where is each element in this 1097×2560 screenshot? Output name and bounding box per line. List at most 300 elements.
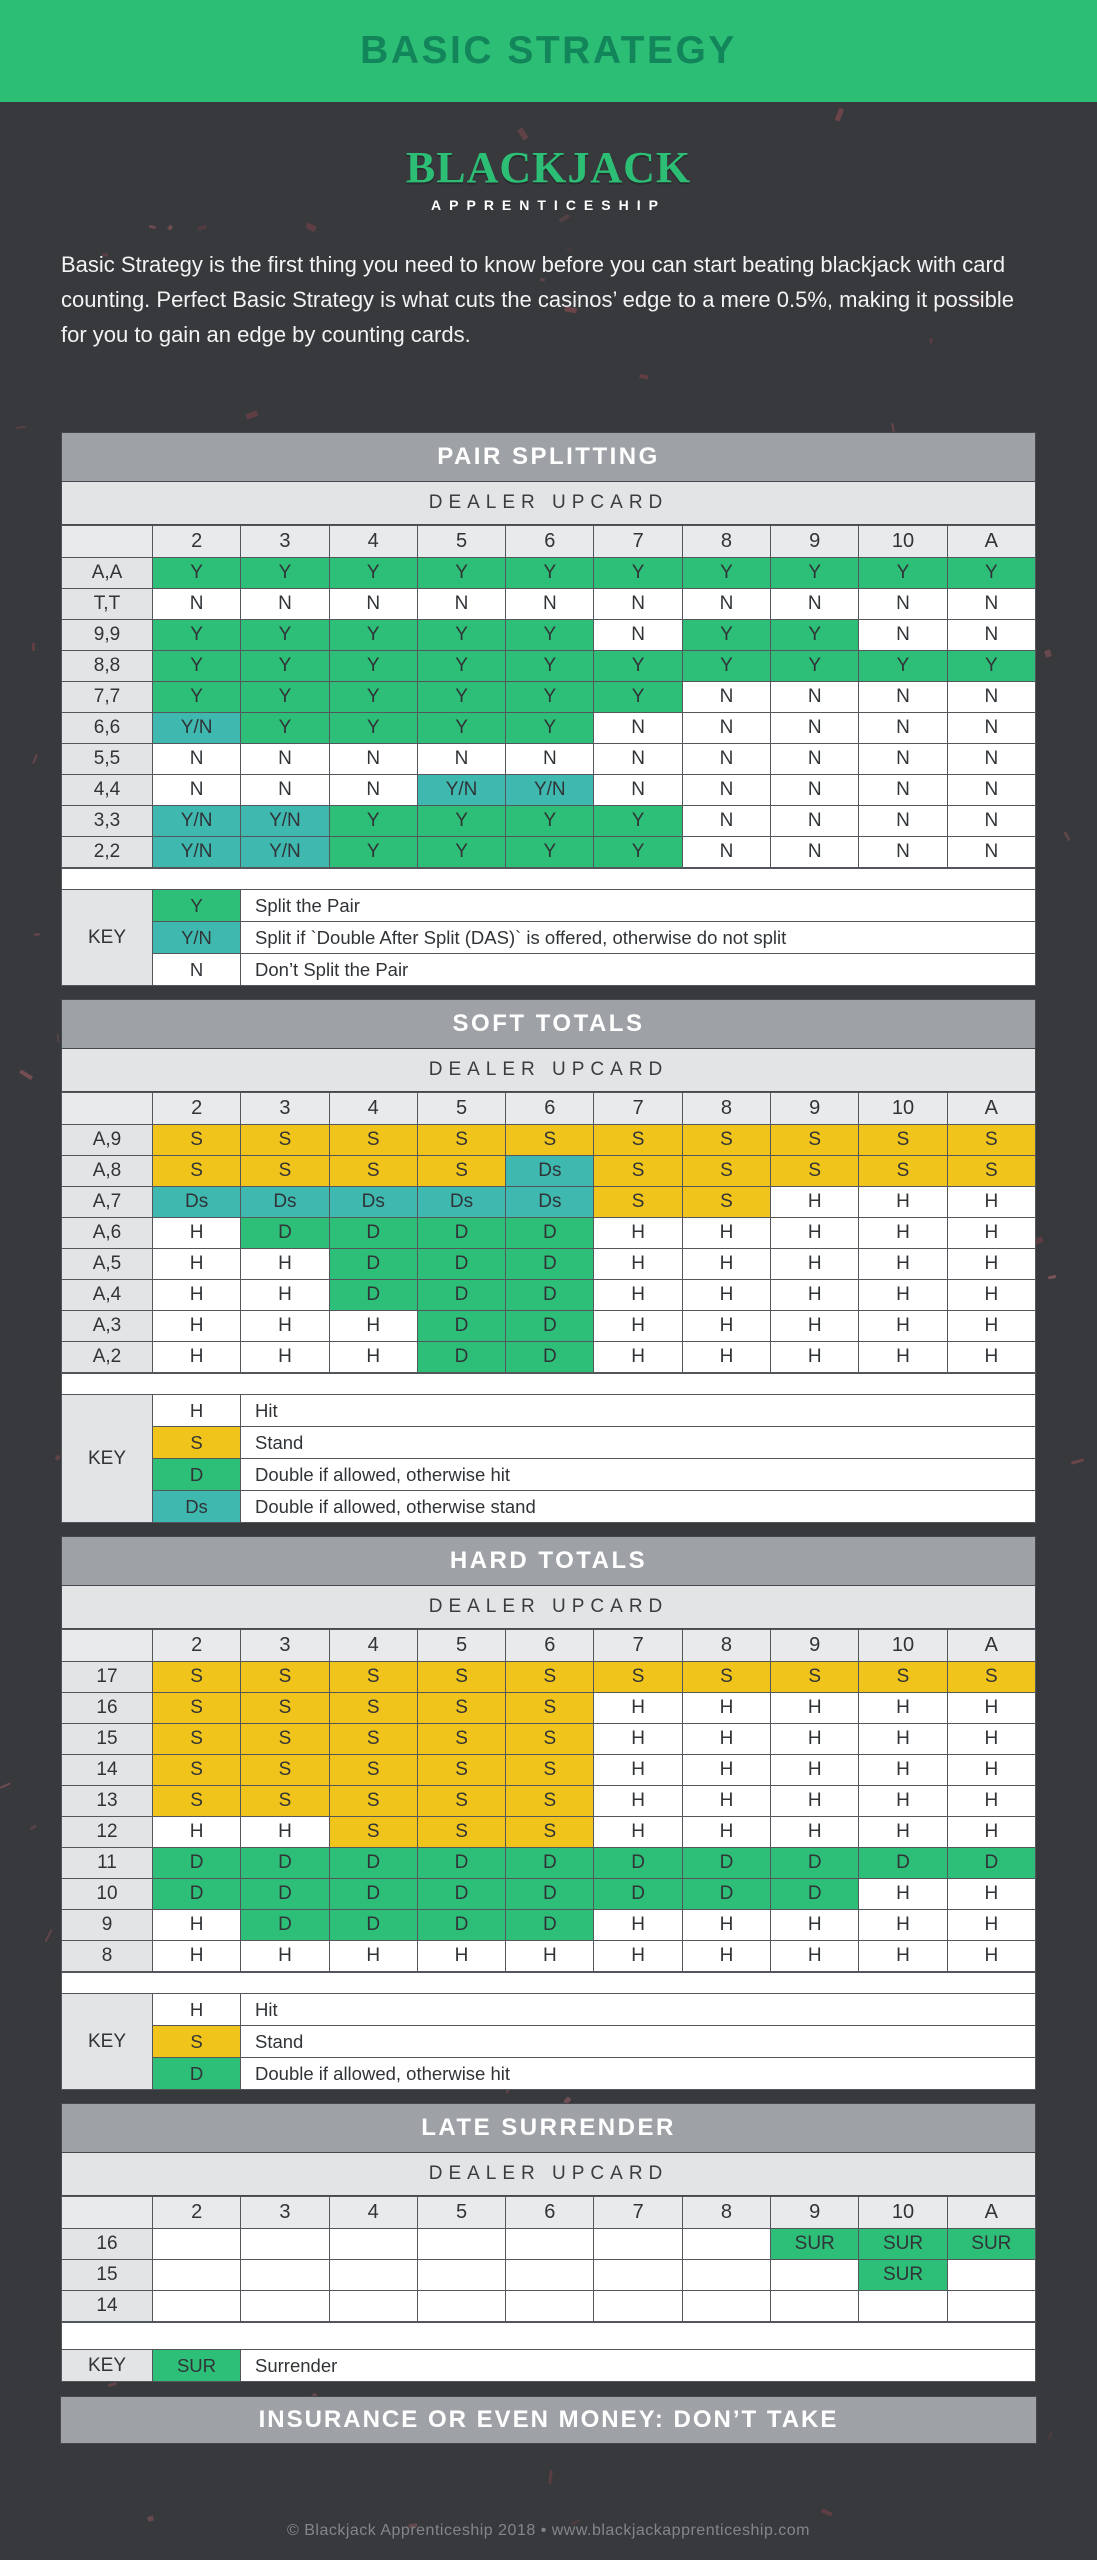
strategy-cell [506, 2229, 594, 2260]
strategy-cell: H [153, 1249, 241, 1280]
strategy-cell: D [417, 1848, 505, 1879]
strategy-cell: S [594, 1125, 682, 1156]
strategy-cell [594, 2291, 682, 2322]
header-cell: 3 [241, 2197, 329, 2229]
strategy-cell: H [682, 1280, 770, 1311]
strategy-cell: N [682, 806, 770, 837]
strategy-cell: Ds [241, 1187, 329, 1218]
table-row [62, 1311, 1036, 1342]
header-cell: 4 [329, 1630, 417, 1662]
key-description: Split if `Double After Split (DAS)` is offered, otherwise do not split [241, 922, 1036, 954]
strategy-cell: N [241, 589, 329, 620]
table-row [62, 1342, 1036, 1373]
strategy-cell: Y/N [506, 775, 594, 806]
strategy-cell: Y [241, 713, 329, 744]
strategy-cell: Y [241, 651, 329, 682]
strategy-cell: Y [682, 620, 770, 651]
table-section-soft-totals [61, 999, 1036, 1523]
strategy-cell: N [417, 589, 505, 620]
strategy-cell: H [417, 1941, 505, 1972]
key-code: S [153, 2026, 241, 2058]
strategy-cell: H [594, 1218, 682, 1249]
strategy-cell: H [153, 1218, 241, 1249]
row-label: 7,7 [62, 682, 153, 713]
key-label: KEY [62, 2350, 153, 2382]
strategy-cell: D [506, 1249, 594, 1280]
strategy-cell: H [947, 1879, 1035, 1910]
strategy-cell: H [859, 1879, 947, 1910]
strategy-cell: H [241, 1311, 329, 1342]
strategy-cell: N [417, 744, 505, 775]
strategy-cell: H [682, 1342, 770, 1373]
strategy-cell [594, 2229, 682, 2260]
strategy-cell: S [506, 1786, 594, 1817]
logo-wordmark: BLACKJACK [405, 143, 692, 192]
strategy-cell: H [153, 1311, 241, 1342]
strategy-cell: H [859, 1311, 947, 1342]
strategy-cell [241, 2291, 329, 2322]
table-row [62, 2229, 1036, 2260]
header-cell: 2 [153, 1630, 241, 1662]
strategy-cell: Ds [506, 1187, 594, 1218]
key-description: Double if allowed, otherwise hit [241, 2058, 1036, 2090]
strategy-cell: N [771, 744, 859, 775]
strategy-cell: S [153, 1125, 241, 1156]
strategy-cell: N [771, 713, 859, 744]
key-code: D [153, 1459, 241, 1491]
strategy-cell: D [417, 1280, 505, 1311]
strategy-cell: H [682, 1693, 770, 1724]
table-row [62, 1125, 1036, 1156]
strategy-cell: H [947, 1724, 1035, 1755]
strategy-cell: H [594, 1693, 682, 1724]
strategy-cell: Y [153, 620, 241, 651]
strategy-cell: N [682, 775, 770, 806]
table-title: PAIR SPLITTING [61, 432, 1036, 482]
strategy-cell: S [241, 1125, 329, 1156]
header-cell: A [947, 526, 1035, 558]
strategy-cell: S [153, 1693, 241, 1724]
row-label: A,2 [62, 1342, 153, 1373]
strategy-cell: Y [329, 837, 417, 868]
strategy-cell: N [506, 589, 594, 620]
strategy-cell: S [417, 1755, 505, 1786]
strategy-cell: S [329, 1662, 417, 1693]
strategy-cell: Ds [417, 1187, 505, 1218]
strategy-cell: SUR [771, 2229, 859, 2260]
strategy-cell: N [241, 775, 329, 806]
strategy-cell: H [771, 1941, 859, 1972]
key-row [62, 2026, 1036, 2058]
strategy-cell: N [859, 775, 947, 806]
strategy-cell: Y [417, 651, 505, 682]
strategy-cell: S [506, 1125, 594, 1156]
table-row [62, 1910, 1036, 1941]
strategy-cell: H [771, 1724, 859, 1755]
strategy-cell: S [771, 1125, 859, 1156]
header-cell: 10 [859, 526, 947, 558]
strategy-cell [241, 2260, 329, 2291]
strategy-cell: H [771, 1187, 859, 1218]
strategy-cell: N [682, 682, 770, 713]
strategy-cell [417, 2291, 505, 2322]
brand-logo [0, 143, 1097, 213]
strategy-cell: N [682, 589, 770, 620]
strategy-cell: H [771, 1786, 859, 1817]
strategy-cell: D [153, 1879, 241, 1910]
strategy-cell: D [682, 1879, 770, 1910]
strategy-cell: S [682, 1662, 770, 1693]
header-cell: 6 [506, 2197, 594, 2229]
key-label: KEY [62, 1395, 153, 1523]
strategy-cell: S [417, 1817, 505, 1848]
strategy-cell: N [771, 806, 859, 837]
strategy-cell: H [153, 1342, 241, 1373]
strategy-cell: H [859, 1218, 947, 1249]
strategy-cell: H [947, 1218, 1035, 1249]
row-label: A,A [62, 558, 153, 589]
strategy-cell: Y [329, 558, 417, 589]
strategy-cell: H [241, 1941, 329, 1972]
strategy-cell [947, 2260, 1035, 2291]
strategy-cell: S [859, 1156, 947, 1187]
strategy-cell: H [771, 1817, 859, 1848]
strategy-cell: S [329, 1693, 417, 1724]
strategy-cell: N [682, 744, 770, 775]
header-cell: 8 [682, 1093, 770, 1125]
strategy-cell: H [594, 1342, 682, 1373]
key-label: KEY [62, 890, 153, 986]
key-row [62, 922, 1036, 954]
strategy-cell: Y [506, 558, 594, 589]
strategy-cell: N [859, 620, 947, 651]
key-code: Ds [153, 1491, 241, 1523]
table-row [62, 1693, 1036, 1724]
key-code: D [153, 2058, 241, 2090]
header-cell: 4 [329, 2197, 417, 2229]
strategy-cell: H [859, 1941, 947, 1972]
strategy-cell [771, 2260, 859, 2291]
strategy-cell: N [859, 682, 947, 713]
key-table [61, 889, 1036, 986]
strategy-cell: S [241, 1755, 329, 1786]
strategy-cell: S [153, 1662, 241, 1693]
header-cell: 7 [594, 1093, 682, 1125]
row-label: 15 [62, 2260, 153, 2291]
strategy-cell: H [594, 1786, 682, 1817]
strategy-cell: D [329, 1218, 417, 1249]
row-label: A,9 [62, 1125, 153, 1156]
strategy-cell [947, 2291, 1035, 2322]
strategy-cell: H [771, 1218, 859, 1249]
strategy-cell: H [329, 1311, 417, 1342]
strategy-cell: D [329, 1848, 417, 1879]
strategy-cell: H [594, 1280, 682, 1311]
strategy-cell: Y [329, 620, 417, 651]
header-cell: A [947, 1630, 1035, 1662]
strategy-cell: N [329, 589, 417, 620]
key-code: N [153, 954, 241, 986]
strategy-cell: Y [417, 682, 505, 713]
strategy-cell: D [506, 1342, 594, 1373]
strategy-cell: Y [153, 558, 241, 589]
key-description: Don’t Split the Pair [241, 954, 1036, 986]
strategy-cell: Y [771, 558, 859, 589]
header-cell: 8 [682, 526, 770, 558]
row-label: 12 [62, 1817, 153, 1848]
strategy-cell: H [947, 1249, 1035, 1280]
table-row [62, 1848, 1036, 1879]
strategy-cell: H [153, 1280, 241, 1311]
table-row [62, 775, 1036, 806]
header-cell: A [947, 1093, 1035, 1125]
table-title: LATE SURRENDER [61, 2103, 1036, 2153]
strategy-cell: Y [153, 682, 241, 713]
row-label: 14 [62, 2291, 153, 2322]
row-label: 10 [62, 1879, 153, 1910]
strategy-cell: S [153, 1786, 241, 1817]
strategy-cell: N [329, 744, 417, 775]
row-label: A,6 [62, 1218, 153, 1249]
dealer-upcard-label: DEALER UPCARD [61, 1586, 1036, 1629]
strategy-cell: N [947, 806, 1035, 837]
strategy-cell: D [417, 1218, 505, 1249]
strategy-cell: H [771, 1910, 859, 1941]
strategy-cell: D [417, 1311, 505, 1342]
strategy-cell: H [594, 1755, 682, 1786]
header-cell: 7 [594, 1630, 682, 1662]
strategy-cell: S [417, 1662, 505, 1693]
strategy-cell: D [771, 1879, 859, 1910]
header-cell: 3 [241, 1093, 329, 1125]
table-row [62, 1280, 1036, 1311]
header-cell: 4 [329, 1093, 417, 1125]
strategy-cell: H [594, 1910, 682, 1941]
strategy-cell: S [241, 1786, 329, 1817]
row-label: 16 [62, 1693, 153, 1724]
row-label: A,5 [62, 1249, 153, 1280]
strategy-cell: D [329, 1910, 417, 1941]
table-section-pair-splitting [61, 432, 1036, 986]
strategy-cell: SUR [859, 2260, 947, 2291]
key-description: Split the Pair [241, 890, 1036, 922]
strategy-cell: N [947, 837, 1035, 868]
strategy-cell: S [947, 1662, 1035, 1693]
strategy-cell [859, 2291, 947, 2322]
key-code: H [153, 1395, 241, 1427]
strategy-cell [329, 2291, 417, 2322]
strategy-cell: N [594, 713, 682, 744]
strategy-cell: H [859, 1249, 947, 1280]
key-row [62, 1459, 1036, 1491]
strategy-cell [594, 2260, 682, 2291]
header-row [62, 526, 1036, 558]
strategy-cell: S [682, 1187, 770, 1218]
strategy-cell: H [771, 1249, 859, 1280]
strategy-cell: S [417, 1693, 505, 1724]
strategy-cell: Y [859, 651, 947, 682]
strategy-cell: H [947, 1280, 1035, 1311]
strategy-cell: N [771, 682, 859, 713]
dealer-upcard-label: DEALER UPCARD [61, 1049, 1036, 1092]
strategy-cell: S [241, 1662, 329, 1693]
row-label: 9,9 [62, 620, 153, 651]
strategy-cell: Ds [153, 1187, 241, 1218]
footer-credit: © Blackjack Apprenticeship 2018 • www.blackjackapprenticeship.com [286, 2522, 811, 2539]
key-spacer [61, 868, 1036, 889]
strategy-cell: D [329, 1879, 417, 1910]
strategy-cell: D [506, 1218, 594, 1249]
strategy-cell [153, 2291, 241, 2322]
row-label: T,T [62, 589, 153, 620]
corner-cell [62, 2197, 153, 2229]
strategy-cell: D [682, 1848, 770, 1879]
strategy-cell: D [947, 1848, 1035, 1879]
strategy-cell: S [153, 1755, 241, 1786]
strategy-cell: H [682, 1724, 770, 1755]
strategy-cell [153, 2260, 241, 2291]
strategy-cell: Y/N [153, 713, 241, 744]
strategy-cell: D [329, 1249, 417, 1280]
strategy-cell: N [947, 713, 1035, 744]
strategy-cell: H [859, 1724, 947, 1755]
strategy-cell: N [153, 589, 241, 620]
strategy-cell: D [506, 1280, 594, 1311]
header-cell: 10 [859, 1630, 947, 1662]
key-description: Surrender [241, 2350, 1036, 2382]
header-cell: 10 [859, 1093, 947, 1125]
row-label: A,3 [62, 1311, 153, 1342]
table-section-late-surrender [61, 2103, 1036, 2382]
logo-subtitle: APPRENTICESHIP [431, 197, 666, 213]
table-row [62, 620, 1036, 651]
strategy-cell: Y [329, 651, 417, 682]
strategy-cell: H [682, 1817, 770, 1848]
strategy-cell: S [153, 1156, 241, 1187]
key-row [62, 890, 1036, 922]
strategy-cell: Y [506, 620, 594, 651]
strategy-cell: D [417, 1249, 505, 1280]
strategy-cell: S [329, 1786, 417, 1817]
strategy-cell: H [153, 1817, 241, 1848]
row-label: 8 [62, 1941, 153, 1972]
strategy-cell: Y [417, 558, 505, 589]
key-code: S [153, 1427, 241, 1459]
strategy-cell: H [947, 1755, 1035, 1786]
strategy-cell: H [682, 1249, 770, 1280]
strategy-cell: S [417, 1156, 505, 1187]
strategy-cell: H [594, 1817, 682, 1848]
header-cell: 6 [506, 1630, 594, 1662]
row-label: 8,8 [62, 651, 153, 682]
strategy-cell: H [594, 1311, 682, 1342]
strategy-cell: H [329, 1342, 417, 1373]
key-table [61, 1993, 1036, 2090]
dealer-upcard-label: DEALER UPCARD [61, 2153, 1036, 2196]
strategy-cell: D [506, 1910, 594, 1941]
row-label: 11 [62, 1848, 153, 1879]
strategy-cell: D [241, 1218, 329, 1249]
row-label: 17 [62, 1662, 153, 1693]
key-description: Stand [241, 1427, 1036, 1459]
key-description: Stand [241, 2026, 1036, 2058]
strategy-cell: D [771, 1848, 859, 1879]
strategy-cell [329, 2229, 417, 2260]
strategy-cell: H [682, 1910, 770, 1941]
key-table [61, 1394, 1036, 1523]
table-row [62, 1249, 1036, 1280]
strategy-cell: Y/N [241, 837, 329, 868]
header-cell: 2 [153, 526, 241, 558]
strategy-cell: H [947, 1187, 1035, 1218]
strategy-cell: Y [682, 558, 770, 589]
strategy-cell: Y [594, 558, 682, 589]
strategy-cell: D [241, 1910, 329, 1941]
row-label: 16 [62, 2229, 153, 2260]
key-row [62, 1395, 1036, 1427]
strategy-cell: D [153, 1848, 241, 1879]
strategy-cell: Y [329, 713, 417, 744]
strategy-cell: H [859, 1342, 947, 1373]
key-row [62, 1994, 1036, 2026]
strategy-cell: H [947, 1817, 1035, 1848]
key-row [62, 2350, 1036, 2382]
strategy-cell: Y [594, 837, 682, 868]
strategy-cell: D [506, 1311, 594, 1342]
table-row [62, 589, 1036, 620]
header-cell: 8 [682, 2197, 770, 2229]
strategy-cell: S [329, 1755, 417, 1786]
strategy-cell: H [682, 1311, 770, 1342]
key-code: H [153, 1994, 241, 2026]
table-row [62, 1786, 1036, 1817]
strategy-cell [506, 2291, 594, 2322]
intro-text: Basic Strategy is the first thing you need to know before you can start beating blackjack with card counting. Perfect Basic Strategy is what cuts the casinos’ edge to a mere 0.5%, making it possible for you to gain an edge by counting cards. [61, 252, 1015, 347]
strategy-cell: S [241, 1693, 329, 1724]
header-cell: 6 [506, 526, 594, 558]
table-row [62, 682, 1036, 713]
strategy-cell: H [859, 1786, 947, 1817]
strategy-cell: S [329, 1724, 417, 1755]
strategy-cell: Ds [329, 1187, 417, 1218]
strategy-cell: Y [241, 620, 329, 651]
key-code: SUR [153, 2350, 241, 2382]
row-label: 5,5 [62, 744, 153, 775]
strategy-cell [682, 2291, 770, 2322]
strategy-cell: Y/N [153, 806, 241, 837]
strategy-cell: N [859, 713, 947, 744]
strategy-cell: H [682, 1755, 770, 1786]
strategy-cell: Y [417, 806, 505, 837]
strategy-cell: S [594, 1187, 682, 1218]
key-code: Y/N [153, 922, 241, 954]
strategy-cell: Y [771, 620, 859, 651]
strategy-cell: S [859, 1662, 947, 1693]
strategy-cell: Y [594, 806, 682, 837]
table-row [62, 1879, 1036, 1910]
strategy-cell [682, 2260, 770, 2291]
header-cell: 9 [771, 526, 859, 558]
strategy-cell: D [241, 1848, 329, 1879]
strategy-cell: H [947, 1941, 1035, 1972]
table-row [62, 2291, 1036, 2322]
strategy-cell [506, 2260, 594, 2291]
strategy-cell: S [329, 1125, 417, 1156]
strategy-cell: D [417, 1910, 505, 1941]
strategy-grid [61, 525, 1036, 868]
header-cell: 9 [771, 1630, 859, 1662]
table-row [62, 1662, 1036, 1693]
